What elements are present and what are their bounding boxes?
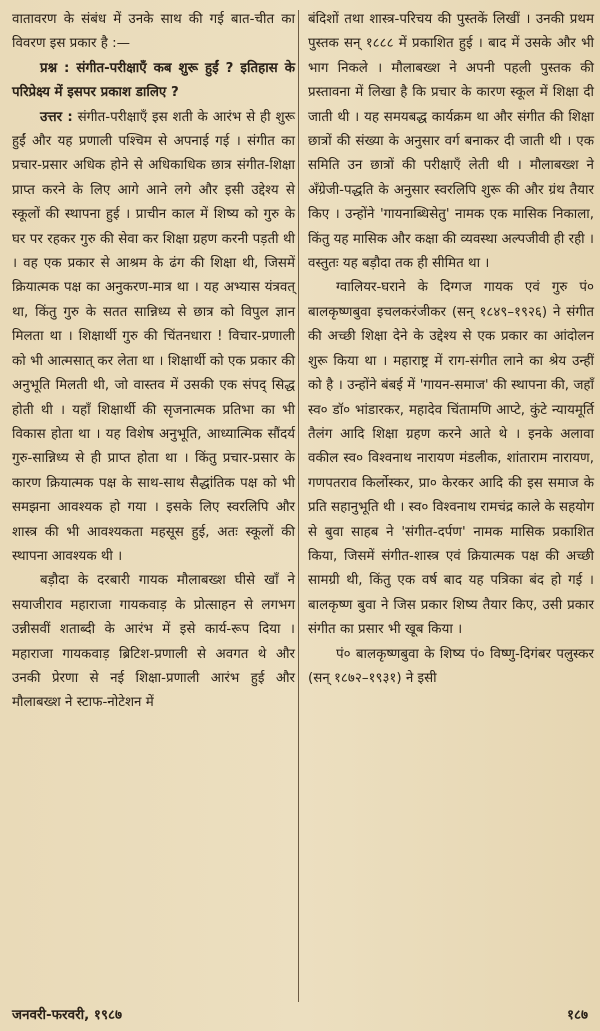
left-column [12,8,295,716]
gwalior-paragraph: ग्वालियर-घराने के दिग्गज गायक एवं गुरु पं० बालकृष्णबुवा इचलकरंजीकर (सन् १८४९–१९२६) ने संगीत की अच्छी शिक्षा देने के उद्देश्य से एक प्रकार का आंदोलन शुरू किया था । महाराष्ट्र में राग-संगीत लाने का श्रेय उन्हीं को है । उन्होंने बंबई में 'गायन-समाज' की स्थापना की, जहाँ स्व० डॉ० भांडारकर, महादेव चिंतामणि आप्टे, कुंटे न्यायमूर्ति तैलंग आदि शिक्षा ग्रहण करने आते थे । इनके अलावा वकील स्व० विश्वनाथ नारायण मंडलीक, शांताराम नारायण, गणपतराव किर्लोस्कर, प्रा० केरकर आदि की इस समाज के प्रति सहानुभूति थी । स्व० विश्वनाथ रामचंद्र काले के सहयोग से बुवा साहब ने 'संगीत-दर्पण' नामक मासिक प्रकाशित किया, जिसमें संगीत-शास्त्र एवं क्रियात्मक पक्ष की अच्छी सामग्री थी, किंतु एक वर्ष बाद यह पत्रिका बंद हो गई । बालकृष्ण बुवा ने जिस प्रकार शिष्य तैयार किए, उसी प्रकार संगीत का प्रसार भी खूब किया । [308,280,594,638]
page-footer [12,1005,588,1027]
intro-paragraph: वातावरण के संबंध में उनके साथ की गई बात-चीत का विवरण इस प्रकार है :— [12,12,295,52]
issue-date: जनवरी-फरवरी, १९८७ [12,1007,122,1023]
continuation-paragraph: बंदिशों तथा शास्त्र-परिचय की पुस्तकें लिखीं । उनकी प्रथम पुस्तक सन् १८८८ में प्रकाशित हुई । बाद में उसके और भी भाग निकले । मौलाबख्श ने अपनी पहली पुस्तक की प्रस्तावना में लिखा है कि प्रचार के कारण स्कूल में शिक्षा दी जाती थी । यह समयबद्ध कार्यक्रम था और संगीत की शिक्षा छात्रों की संख्या के अनुसार वर्ग बनाकर दी जाती थी । एक समिति उन छात्रों की परीक्षाएँ लेती थी । मौलाबख्श ने अँग्रेजी-पद्धति के अनुसार स्वरलिपि शुरू की और ग्रंथ तैयार किए । उन्होंने 'गायनाब्धिसेतु' नामक एक मासिक निकाला, किंतु यह मासिक और कक्षा की व्यवस्था अल्पजीवी ही रही । वस्तुतः यह बड़ौदा तक ही सीमित था । [308,12,594,272]
vishnu-paragraph: पं० बालकृष्णबुवा के शिष्य पं० विष्णु-दिगंबर पलुस्कर (सन् १८७२–१९३१) ने इसी [308,646,594,686]
question-paragraph: प्रश्न : संगीत-परीक्षाएँ कब शुरू हुईं ? इतिहास के परिप्रेक्ष्य में इसपर प्रकाश डालिए ? [12,60,295,101]
right-column [308,8,594,691]
answer-text: संगीत-परीक्षाएँ इस शती के आरंभ से ही शुरू हुईं और यह प्रणाली पश्चिम से अपनाई गई । संगीत का प्रचार-प्रसार अधिक होने से अधिकाधिक छात्र संगीत-शिक्षा प्राप्त करने के लिए आगे आने लगे और इसी उद्देश्य से स्कूलों की स्थापना हुई । प्राचीन काल में शिष्य को गुरु के घर पर रहकर गुरु की सेवा कर शिक्षा ग्रहण करनी पड़ती थी । वह एक प्रकार से आश्रम के ढंग की शिक्षा थी, जिसमें क्रियात्मक पक्ष का अनुकरण-मात्र था । यह अभ्यास यंत्रवत् था, किंतु गुरु के सतत सान्निध्य से छात्र को विपुल ज्ञान मिलता था । शिक्षार्थी गुरु की चिंतनधारा ! विचार-प्रणाली को भी आत्मसात् कर लेता था । शिक्षार्थी को एक प्रकार की अनुभूति मिलती थी, जो वास्तव में उसकी एक संपद् सिद्ध होती थी । यहाँ शिक्षार्थी की सृजनात्मक प्रतिभा का भी विकास होता था । यह विशेष अनुभूति, आध्यात्मिक सौंदर्य गुरु-सान्निध्य से ही प्राप्त होता था । किंतु प्रचार-प्रसार के कारण क्रियात्मक पक्ष के साथ-साथ सैद्धांतिक पक्ष को भी समझना आवश्यक हो गया । इसके लिए स्वरलिपि और शास्त्र की भी आवश्यकता महसूस हुई, अतः स्कूलों की स्थापना आवश्यक थी । [12,109,295,564]
baroda-paragraph: बड़ौदा के दरबारी गायक मौलाबख्श घीसे खाँ ने सयाजीराव महाराजा गायकवाड़ के प्रोत्साहन से लगभग उन्नीसवीं शताब्दी के आरंभ में इसे कार्य-रूप दिया । महाराजा गायकवाड़ ब्रिटिश-प्रणाली से अवगत थे और उनकी प्रेरणा से नई शिक्षा-प्रणाली आरंभ हुई और मौलाबख्श ने स्टाफ-नोटेशन में [12,573,295,711]
page-number: १८७ [566,1007,588,1023]
column-divider [298,10,299,1002]
answer-label: उत्तर : [40,109,73,125]
answer-paragraph [12,106,295,570]
